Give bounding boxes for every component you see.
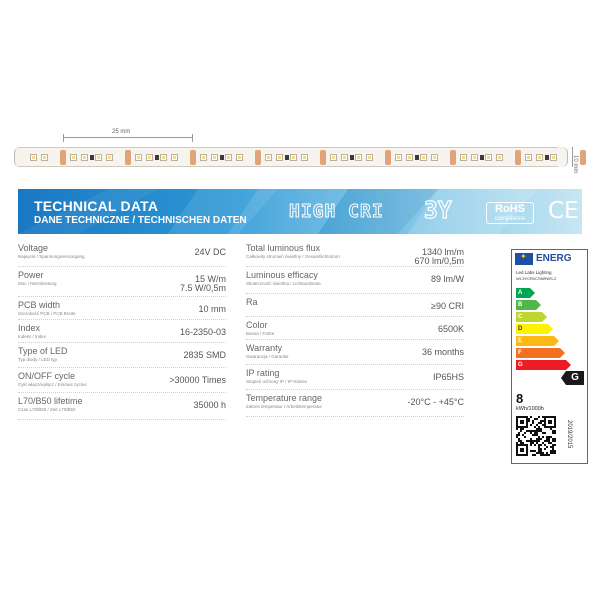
high-cri-badge: HIGH CRI <box>289 201 384 222</box>
resistor <box>415 155 419 160</box>
led-chip <box>525 154 532 161</box>
led-chip <box>106 154 113 161</box>
led-chip <box>146 154 153 161</box>
spec-sublabel: Zakres temperatur / Arbeitstemperatur <box>246 404 323 409</box>
resistor <box>90 155 94 160</box>
energy-regulation-number: 2019/2015 <box>566 420 572 449</box>
solder-pad <box>125 150 131 165</box>
spec-label: L70/B50 lifetime <box>18 396 83 406</box>
led-chip <box>290 154 297 161</box>
technical-data-banner <box>18 189 582 234</box>
led-strip <box>18 147 564 167</box>
spec-value: >30000 Times <box>169 375 226 385</box>
spec-sublabel: Napięcie / Spannungsversorgung <box>18 254 85 259</box>
energy-consumption-unit: kWh/1000h <box>516 406 544 412</box>
spec-sublabel: Całkowity strumień świetlny / Gesamtlichtstrom <box>246 254 340 259</box>
spec-sublabel: Barwa / Farbe <box>246 331 275 336</box>
strip-end-right <box>558 147 568 167</box>
energy-rating-pointer: G <box>566 371 584 385</box>
solder-pad <box>450 150 456 165</box>
spec-label: ON/OFF cycle <box>18 371 76 381</box>
led-chip <box>460 154 467 161</box>
pitch-dimension-line <box>63 137 193 138</box>
led-chip <box>276 154 283 161</box>
spec-sublabel: Szerokość PCB / PCB Breite <box>18 311 76 316</box>
spec-label: IP rating <box>246 368 280 378</box>
ce-mark: CE <box>548 198 579 224</box>
solder-pad <box>320 150 326 165</box>
led-chip <box>30 154 37 161</box>
spec-label: PCB width <box>18 300 61 310</box>
spec-value: 16-2350-03 <box>179 327 226 337</box>
warranty-years-badge: 3Y <box>424 198 452 224</box>
spec-value-secondary: 7.5 W/0,5m <box>179 283 226 293</box>
led-chip <box>471 154 478 161</box>
spec-sublabel: Indeks / Index <box>18 334 47 339</box>
resistor <box>350 155 354 160</box>
energy-label-heading: ENERG <box>536 253 572 264</box>
rohs-badge <box>486 202 534 224</box>
energy-class-bar: D <box>516 324 548 334</box>
spec-row <box>246 340 464 365</box>
spec-value: 6500K <box>437 324 464 334</box>
spec-row <box>18 267 226 297</box>
led-chip <box>406 154 413 161</box>
led-chip <box>70 154 77 161</box>
led-chip <box>536 154 543 161</box>
led-chip <box>81 154 88 161</box>
energy-label-brand: Led Labs Lighting <box>516 270 552 275</box>
led-chip <box>200 154 207 161</box>
spec-value-secondary: 670 lm/0,5m <box>414 256 464 266</box>
led-chip <box>485 154 492 161</box>
spec-label: Voltage <box>18 243 49 253</box>
energy-class-bar: B <box>516 300 536 310</box>
spec-label: Index <box>18 323 41 333</box>
led-chip <box>211 154 218 161</box>
solder-pad <box>60 150 66 165</box>
spec-value: ≥90 CRI <box>431 301 464 311</box>
solder-pad <box>385 150 391 165</box>
spec-row <box>246 317 464 340</box>
energy-label-model: WI-3YCRI/CSNRWS-2 <box>516 276 557 281</box>
energy-class-bar: E <box>516 336 554 346</box>
energy-class-bar: C <box>516 312 542 322</box>
solder-pad <box>255 150 261 165</box>
spec-label: Temperature range <box>246 393 323 403</box>
energy-class-bar: F <box>516 348 560 358</box>
eu-flag-icon <box>515 253 533 265</box>
led-chip <box>420 154 427 161</box>
energy-label-header <box>515 253 585 267</box>
height-dimension-label: 10 mm <box>572 155 578 174</box>
spec-row <box>246 294 464 317</box>
led-chip <box>496 154 503 161</box>
spec-value: 1340 lm/m <box>421 247 464 257</box>
rohs-text: RoHS <box>495 203 525 215</box>
energy-label <box>511 249 588 464</box>
led-chip <box>431 154 438 161</box>
spec-row <box>18 320 226 343</box>
spec-value: 35000 h <box>193 400 226 410</box>
spec-value: 36 months <box>421 347 464 357</box>
energy-class-bar: A <box>516 288 530 298</box>
spec-label: Color <box>246 320 268 330</box>
spec-sublabel: Moc / Nennleistung <box>18 281 57 286</box>
resistor <box>155 155 159 160</box>
spec-value: IP65HS <box>432 372 464 382</box>
spec-value: 2835 SMD <box>183 350 226 360</box>
spec-row <box>18 368 226 393</box>
led-chip <box>171 154 178 161</box>
spec-label: Type of LED <box>18 346 68 356</box>
led-chip <box>265 154 272 161</box>
led-chip <box>95 154 102 161</box>
qr-code-icon <box>516 416 556 456</box>
spec-sublabel: Cykl włącz/wyłącz / Ein/aus zyclus <box>18 382 87 387</box>
led-chip <box>395 154 402 161</box>
spec-row <box>246 390 464 417</box>
spec-row <box>246 240 464 267</box>
spec-value: 89 lm/W <box>430 274 464 284</box>
resistor <box>285 155 289 160</box>
resistor <box>480 155 484 160</box>
specs-left-column <box>18 240 226 420</box>
led-chip <box>550 154 557 161</box>
spec-label: Power <box>18 270 44 280</box>
led-chip <box>236 154 243 161</box>
spec-label: Ra <box>246 297 258 307</box>
led-strip-illustration <box>0 120 600 180</box>
solder-pad <box>580 150 586 165</box>
led-chip <box>135 154 142 161</box>
led-chip <box>41 154 48 161</box>
energy-consumption-value: 8 <box>516 391 524 406</box>
spec-label: Total luminous flux <box>246 243 321 253</box>
spec-row <box>246 365 464 390</box>
resistor <box>220 155 224 160</box>
banner-subtitle: DANE TECHNICZNE / TECHNISCHEN DATEN <box>34 215 247 226</box>
spec-sublabel: Skuteczność świetlna / Lichtausbeute <box>246 281 321 286</box>
led-chip <box>341 154 348 161</box>
rohs-compliance-text: compliance <box>494 216 526 222</box>
spec-sublabel: Stopień ochrony IP / IP-Klasse <box>246 379 307 384</box>
spec-row <box>18 240 226 267</box>
spec-value: 10 mm <box>198 304 226 314</box>
spec-sublabel: Gwarancja / Garantie <box>246 354 289 359</box>
spec-row <box>246 267 464 294</box>
spec-sublabel: Typ diody / LED typ <box>18 357 58 362</box>
led-chip <box>330 154 337 161</box>
spec-row <box>18 297 226 320</box>
energy-class-bar: G <box>516 360 566 370</box>
led-chip <box>160 154 167 161</box>
led-chip <box>225 154 232 161</box>
spec-label: Warranty <box>246 343 283 353</box>
banner-title: TECHNICAL DATA <box>34 198 159 214</box>
resistor <box>545 155 549 160</box>
led-chip <box>301 154 308 161</box>
spec-value: 15 W/m <box>194 274 226 284</box>
pitch-dimension-label: 25 mm <box>112 129 131 135</box>
solder-pad <box>515 150 521 165</box>
spec-sublabel: Czas L70/B50 / Zeit L70/B50 <box>18 407 76 412</box>
spec-value: -20°C - +45°C <box>407 397 464 407</box>
spec-value: 24V DC <box>194 247 226 257</box>
solder-pad <box>190 150 196 165</box>
specs-right-column <box>246 240 464 417</box>
led-chip <box>355 154 362 161</box>
spec-row <box>18 393 226 420</box>
spec-label: Luminous efficacy <box>246 270 318 280</box>
led-chip <box>366 154 373 161</box>
spec-row <box>18 343 226 368</box>
